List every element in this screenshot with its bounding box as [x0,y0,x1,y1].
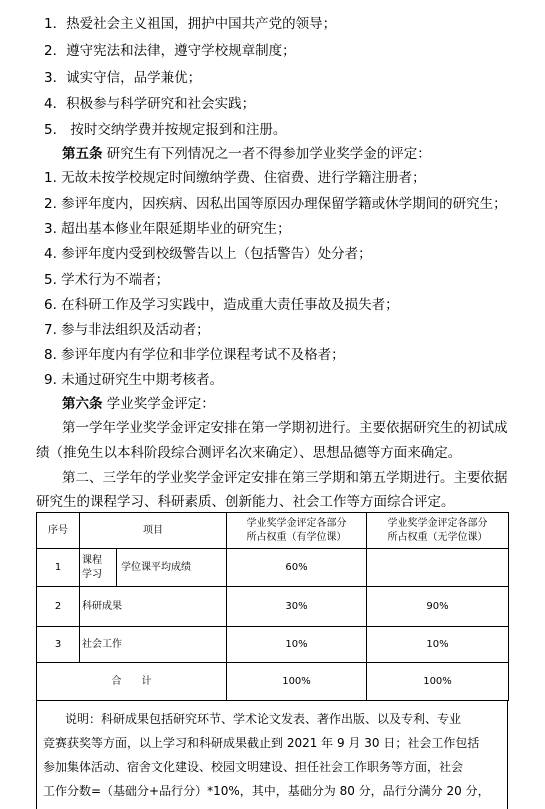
condition-1: 1．热爱社会主义祖国，拥护中国共产党的领导； [44,16,337,32]
header-w1-line2: 所占权重（有学位课） [246,531,347,543]
article-6-heading: 第六条 [62,396,103,412]
header-w2-line2: 所占权重（无学位课） [387,531,488,543]
article-5-item-8: 8. 参评年度内有学位和非学位课程考试不及格者； [44,347,345,363]
table-row [37,549,509,587]
condition-5: 5． 按时交纳学费并按规定报到和注册。 [44,122,287,138]
header-weight-with-degree [227,513,367,549]
table-row [37,587,509,627]
article-5-item-5: 5. 学术行为不端者； [44,272,170,288]
table-header-row [37,513,509,549]
row1-category-line2: 学习 [82,568,102,580]
row1-category [80,549,117,587]
article-5-item-2: 2. 参评年度内，因疾病、因私出国等原因办理保留学籍或休学期间的研究生； [44,196,507,212]
row3-weight-1: 10% [227,627,367,663]
header-w2-line1: 学业奖学金评定各部分 [387,517,488,529]
row2-item: 科研成果 [80,587,227,627]
row1-weight-2 [367,549,509,587]
article-6-intro: 学业奖学金评定： [102,396,215,412]
article-6-para2-line2: 研究生的课程学习、科研素质、创新能力、社会工作等方面综合评定。 [36,494,455,510]
article-5-item-4: 4. 参评年度内受到校级警告以上（包括警告）处分者； [44,246,372,262]
article-5-intro: 研究生有下列情况之一者不得参加学业奖学金的评定： [102,146,431,162]
header-seq: 序号 [37,513,80,549]
row2-seq: 2 [37,587,80,627]
article-5-item-3: 3. 超出基本修业年限延期毕业的研究生； [44,221,291,237]
row3-weight-2: 10% [367,627,509,663]
article-5-item-6: 6. 在科研工作及学习实践中，造成重大责任事故及损失者； [44,297,399,313]
article-6-para1-line1: 第一学年学业奖学金评定安排在第一学期初进行。主要依据研究生的初试成 [62,420,508,436]
article-5-item-9: 9. 未通过研究生中期考核者。 [44,372,224,388]
article-6-para2-line1: 第二、三学年的学业奖学金评定安排在第三学期和第五学期进行。主要依据 [62,470,508,486]
article-6-para1-line2: 绩（推免生以本科阶段综合测评名次来确定）、思想品德等方面来确定。 [36,445,462,461]
row1-seq: 1 [37,549,80,587]
note-box [36,700,508,809]
header-item: 项目 [80,513,227,549]
article-5-item-7: 7. 参与非法组织及活动者； [44,322,210,338]
total-weight-2: 100% [367,663,509,701]
note-line-3: 参加集体活动、宿舍文化建设、校园文明建设、担任社会工作职务等方面，社会 [43,760,464,774]
header-w1-line1: 学业奖学金评定各部分 [246,517,347,529]
article-5-heading: 第五条 [62,146,103,162]
article-5-item-1: 1. 无故未按学校规定时间缴纳学费、住宿费、进行学籍注册者； [44,170,426,186]
article-6-heading-line [62,392,215,412]
row3-seq: 3 [37,627,80,663]
article-5-heading-line [62,142,431,162]
row1-weight-1: 60% [227,549,367,587]
note-line-2: 竞赛获奖等方面，以上学习和科研成果截止到 2021 年 9 月 30 日；社会工作包括 [43,736,480,750]
table-row [37,627,509,663]
table-total-row [37,663,509,701]
row3-item: 社会工作 [80,627,227,663]
row1-subitem: 学位课平均成绩 [117,549,227,587]
row2-weight-1: 30% [227,587,367,627]
note-line-4: 工作分数=（基础分+品行分）*10%，其中，基础分为 80 分，品行分满分 20 分， [43,784,490,798]
total-weight-1: 100% [227,663,367,701]
condition-3: 3．诚实守信，品学兼优； [44,70,202,86]
header-weight-without-degree [367,513,509,549]
weighting-table [36,512,509,701]
row1-category-line1: 课程 [82,554,102,566]
row2-weight-2: 90% [367,587,509,627]
total-label: 合 计 [37,663,227,701]
condition-4: 4．积极参与科学研究和社会实践； [44,96,256,112]
condition-2: 2．遵守宪法和法律，遵守学校规章制度； [44,43,296,59]
note-line-1: 说明：科研成果包括研究环节、学术论文发表、著作出版、以及专利、专业 [65,712,462,726]
